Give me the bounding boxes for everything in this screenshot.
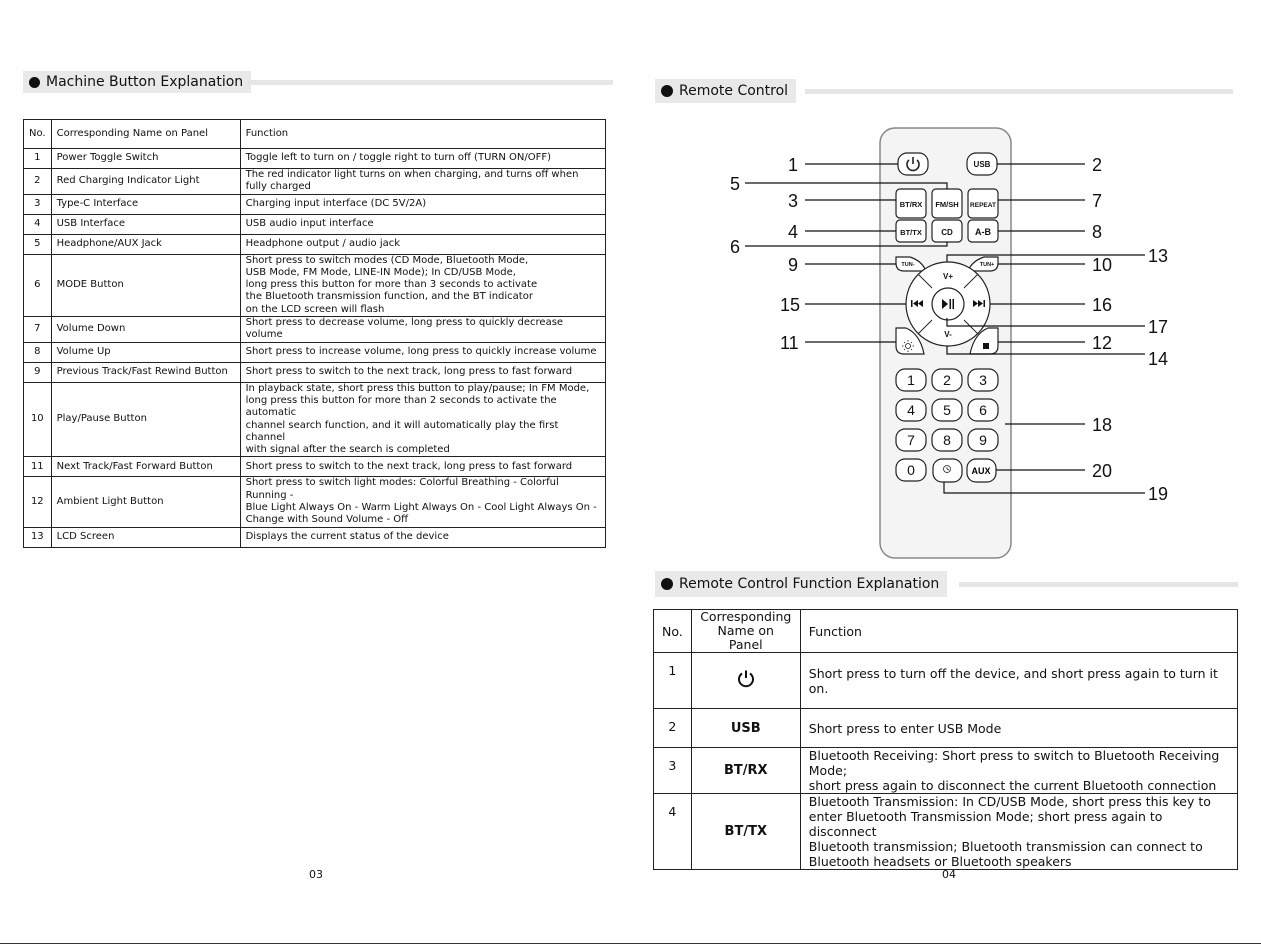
row-name: Play/Pause Button: [51, 382, 240, 457]
row-function: Short press to switch light modes: Colorful Breathing - Colorful Running - Blue Light Always On - Warm Light Always On - Cool Light Always On - Change with Sound Volume - Off: [240, 477, 605, 527]
usb-label: USB: [973, 160, 991, 169]
callout-8: 8: [1092, 222, 1103, 242]
section-rule: [959, 582, 1238, 587]
row-function: Short press to switch modes (CD Mode, Bluetooth Mode, USB Mode, FM Mode, LINE-IN Mode); In CD/USB Mode, long press this button for more than 3 seconds to activate the Bluetooth transmission function, and the BT indicator on the LCD screen will flash: [240, 254, 605, 316]
off-button[interactable]: [933, 459, 962, 482]
row-number: 11: [24, 457, 52, 477]
digit-3-label: 3: [979, 372, 987, 388]
callout-5: 5: [730, 174, 741, 194]
table-row: [24, 382, 606, 457]
vol-plus-label: V+: [942, 272, 954, 281]
callout-18: 18: [1092, 415, 1113, 435]
table-header-cell: Corresponding Name on Panel: [691, 610, 800, 653]
row-number: 1: [654, 653, 692, 709]
row-function: Headphone output / audio jack: [240, 234, 605, 254]
table-header-cell: Function: [240, 120, 605, 149]
table-header-cell: No.: [24, 120, 52, 149]
row-function: In playback state, short press this button to play/pause; In FM Mode, long press this button for more than 2 seconds to activate the automatic channel search function, and it will automatically play the first channel with signal after the search is completed: [240, 382, 605, 457]
row-function: USB audio input interface: [240, 214, 605, 234]
digit-8-label: 8: [943, 432, 951, 448]
row-name: Headphone/AUX Jack: [51, 234, 240, 254]
machine-button-table: [23, 119, 606, 548]
row-number: 12: [24, 477, 52, 527]
table-row: [24, 477, 606, 527]
callout-17: 17: [1148, 317, 1169, 337]
callout-4: 4: [788, 222, 799, 242]
section-title-pill: [655, 571, 947, 597]
row-number: 4: [24, 214, 52, 234]
remote-control-section-header: [655, 80, 1233, 102]
table-header-row: [654, 610, 1238, 653]
power-icon-cell: [691, 653, 800, 709]
power-icon: [736, 669, 756, 689]
row-name: Ambient Light Button: [51, 477, 240, 527]
table-row: [654, 653, 1238, 709]
row-number: 7: [24, 317, 52, 343]
row-function: Toggle left to turn on / toggle right to turn off (TURN ON/OFF): [240, 149, 605, 169]
digit-6-label: 6: [979, 402, 987, 418]
table-row: [24, 457, 606, 477]
table-header-row: [24, 120, 606, 149]
callout-9: 9: [788, 255, 799, 275]
table-row: [24, 527, 606, 547]
row-function: Short press to increase volume, long press to quickly increase volume: [240, 342, 605, 362]
section-rule: [805, 89, 1233, 94]
bottom-border: [0, 943, 1261, 944]
row-name: Volume Down: [51, 317, 240, 343]
row-name: Volume Up: [51, 342, 240, 362]
digit-1-label: 1: [907, 372, 915, 388]
table-row: [24, 234, 606, 254]
callout-15: 15: [780, 295, 801, 315]
row-name: Type-C Interface: [51, 194, 240, 214]
remote-control-diagram: [700, 120, 1200, 565]
machine-button-section-title: Machine Button Explanation: [46, 74, 244, 90]
callout-14: 14: [1148, 349, 1169, 369]
row-function: Short press to turn off the device, and short press again to turn it on.: [800, 653, 1237, 709]
digit-7-label: 7: [907, 432, 915, 448]
callout-6: 6: [730, 237, 741, 257]
fmsh-label: FM/SH: [935, 200, 959, 209]
table-row: [24, 149, 606, 169]
bullet-dot-icon: [661, 578, 673, 590]
table-header-cell: No.: [654, 610, 692, 653]
repeat-label: REPEAT: [970, 202, 996, 209]
aux-label: AUX: [971, 466, 991, 476]
row-name: Power Toggle Switch: [51, 149, 240, 169]
btrx-label: BT/RX: [899, 200, 923, 209]
row-name: Red Charging Indicator Light: [51, 169, 240, 195]
remote-function-section-header: [655, 573, 1238, 595]
callout-3: 3: [788, 191, 799, 211]
table-row: [24, 254, 606, 316]
digit-4-label: 4: [907, 402, 915, 418]
row-function: Short press to enter USB Mode: [800, 709, 1237, 748]
row-function: The red indicator light turns on when charging, and turns off when fully charged: [240, 169, 605, 195]
row-panel-name: USB: [691, 709, 800, 748]
digit-2-label: 2: [943, 372, 951, 388]
row-function: Bluetooth Transmission: In CD/USB Mode, short press this key to enter Bluetooth Transmission Mode; short press again to disconnect Bluetooth transmission; Bluetooth transmission can connect to Bluetooth headsets or Bluetooth speakers: [800, 794, 1237, 870]
row-name: MODE Button: [51, 254, 240, 316]
page-number-left: 03: [309, 868, 323, 881]
row-number: 13: [24, 527, 52, 547]
table-header-cell: Corresponding Name on Panel: [51, 120, 240, 149]
callout-13: 13: [1148, 246, 1169, 266]
callout-1: 1: [788, 155, 799, 175]
stop-icon: [983, 343, 989, 349]
callout-19: 19: [1148, 484, 1169, 504]
row-number: 4: [654, 794, 692, 870]
row-function: Bluetooth Receiving: Short press to switch to Bluetooth Receiving Mode; short press again to disconnect the current Bluetooth connection: [800, 748, 1237, 794]
row-function: Charging input interface (DC 5V/2A): [240, 194, 605, 214]
tun-minus-label: TUN-: [901, 262, 915, 268]
bullet-dot-icon: [29, 77, 40, 88]
row-name: Previous Track/Fast Rewind Button: [51, 362, 240, 382]
row-number: 1: [24, 149, 52, 169]
row-panel-name: BT/RX: [691, 748, 800, 794]
row-number: 3: [654, 748, 692, 794]
cd-label: CD: [941, 228, 953, 237]
row-function: Short press to switch to the next track, long press to fast forward: [240, 362, 605, 382]
row-name: Next Track/Fast Forward Button: [51, 457, 240, 477]
section-title-pill: [655, 79, 796, 103]
row-number: 3: [24, 194, 52, 214]
row-function: Short press to decrease volume, long press to quickly decrease volume: [240, 317, 605, 343]
machine-button-section-header: [23, 71, 613, 93]
table-row: [654, 794, 1238, 870]
table-row: [24, 342, 606, 362]
row-number: 9: [24, 362, 52, 382]
row-number: 10: [24, 382, 52, 457]
row-name: USB Interface: [51, 214, 240, 234]
row-number: 6: [24, 254, 52, 316]
table-row: [24, 362, 606, 382]
callout-16: 16: [1092, 295, 1113, 315]
table-row: [24, 169, 606, 195]
section-rule: [247, 80, 613, 85]
callout-2: 2: [1092, 155, 1103, 175]
ab-label: A-B: [975, 227, 991, 237]
digit-0-label: 0: [907, 462, 915, 478]
row-number: 2: [24, 169, 52, 195]
table-row: [24, 214, 606, 234]
digit-5-label: 5: [943, 402, 951, 418]
remote-control-section-title: Remote Control: [679, 83, 789, 99]
table-row: [654, 748, 1238, 794]
row-number: 2: [654, 709, 692, 748]
remote-function-table: [653, 609, 1238, 870]
bttx-label: BT/TX: [900, 228, 922, 237]
callout-11: 11: [780, 333, 799, 353]
section-title-pill: [23, 71, 251, 93]
tun-plus-label: TUN+: [979, 262, 995, 268]
table-row: [24, 194, 606, 214]
row-number: 8: [24, 342, 52, 362]
row-number: 5: [24, 234, 52, 254]
table-row: [654, 709, 1238, 748]
callout-12: 12: [1092, 333, 1113, 353]
table-header-cell: Function: [800, 610, 1237, 653]
callout-20: 20: [1092, 461, 1113, 481]
vol-minus-label: V-: [944, 330, 952, 339]
row-function: Short press to switch to the next track, long press to fast forward: [240, 457, 605, 477]
bullet-dot-icon: [661, 85, 673, 97]
callout-10: 10: [1092, 255, 1113, 275]
row-panel-name: BT/TX: [691, 794, 800, 870]
table-row: [24, 317, 606, 343]
row-function: Displays the current status of the device: [240, 527, 605, 547]
callout-7: 7: [1092, 191, 1103, 211]
row-name: LCD Screen: [51, 527, 240, 547]
digit-9-label: 9: [979, 432, 987, 448]
page-number-right: 04: [942, 868, 956, 881]
remote-function-section-title: Remote Control Function Explanation: [679, 576, 940, 592]
